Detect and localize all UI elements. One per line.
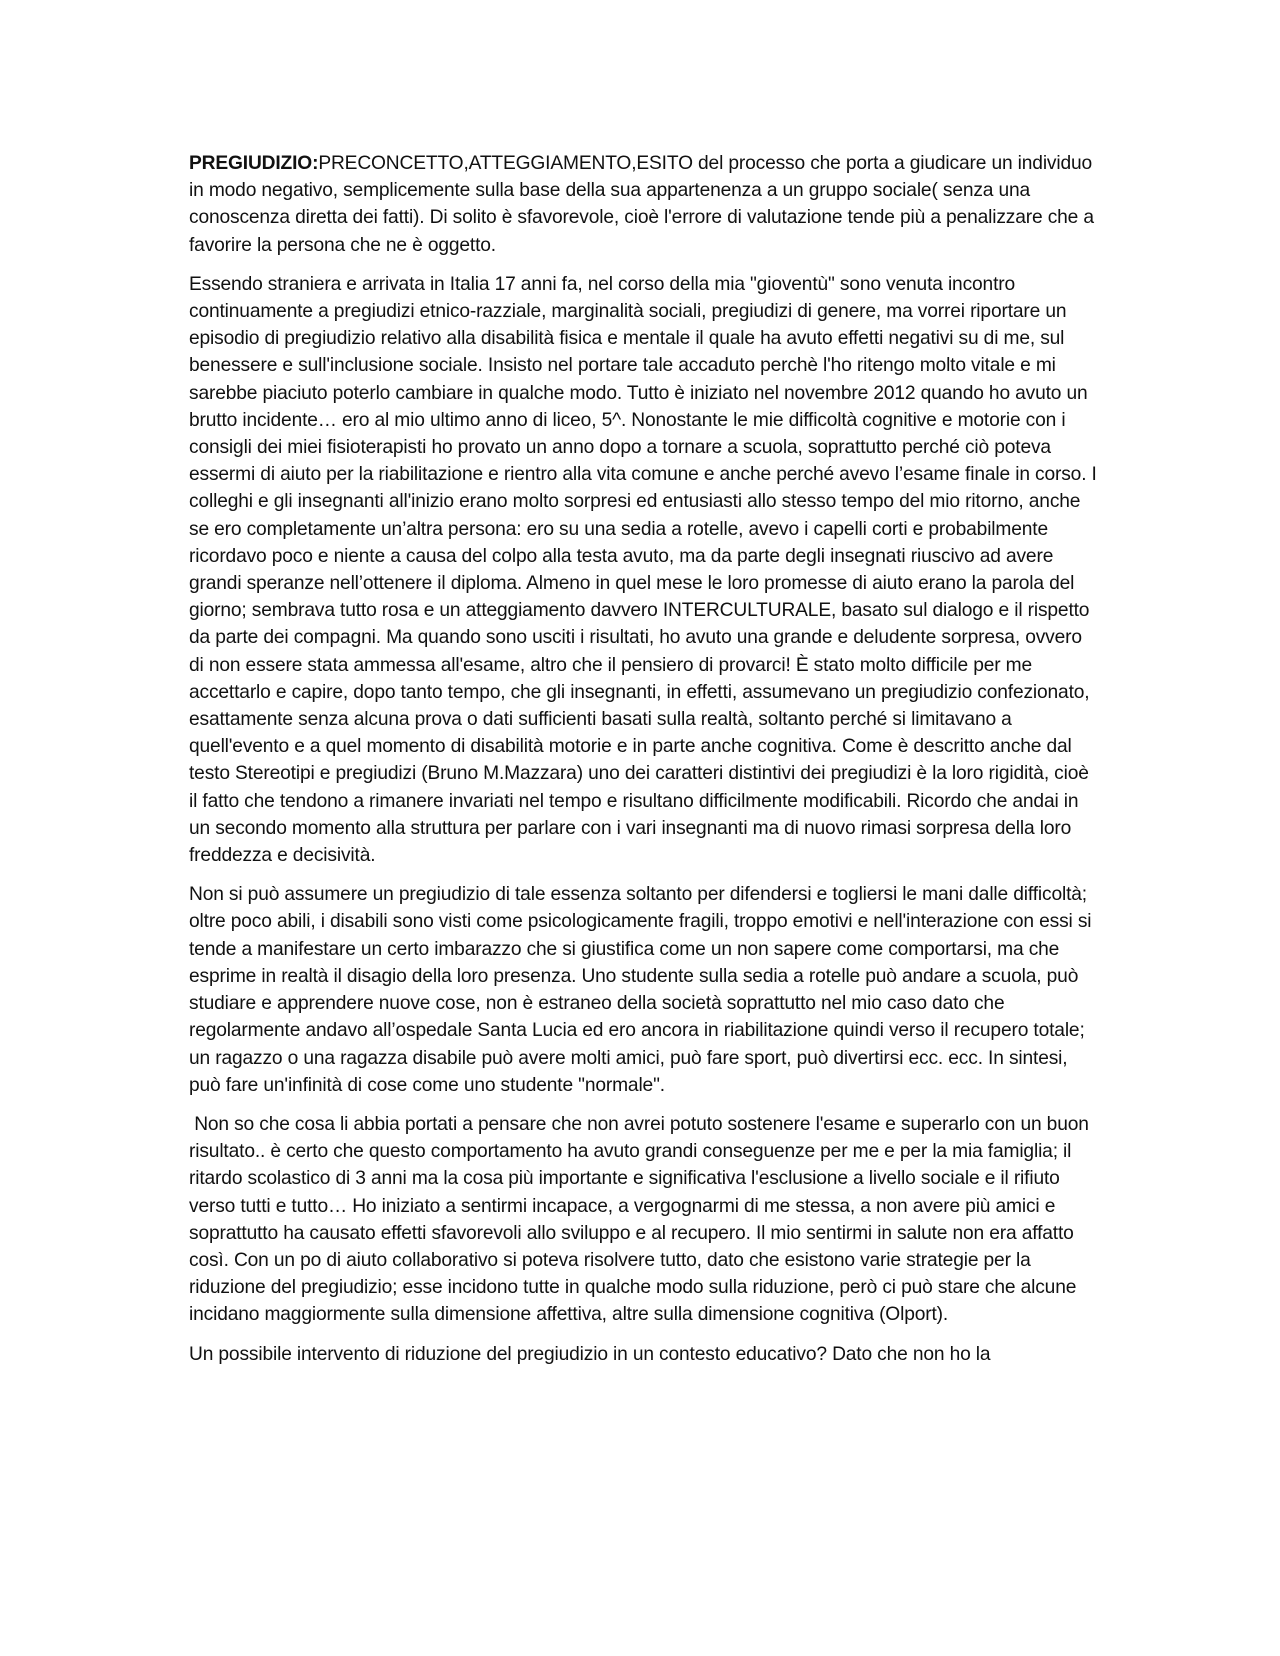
body-paragraph-1: Essendo straniera e arrivata in Italia 17 anni fa, nel corso della mia "gioventù" sono venuta incontro continuamente a pregiudizi etnico-razziale, marginalità sociali, pregiudizi di genere, ma vorrei riportare un episodio di pregiudizio relativo alla disabilità fisica e mentale il quale ha avuto effetti negativi su di me, sul benessere e sull'inclusione sociale. Insisto nel portare tale accaduto perchè l'ho ritengo molto vitale e mi sarebbe piaciuto poterlo cambiare in qualche modo. Tutto è iniziato nel novembre 2012 quando ho avuto un brutto incidente… ero al mio ultimo anno di liceo, 5^. Nonostante le mie difficoltà cognitive e motorie con i consigli dei miei fisioterapisti ho provato un anno dopo a tornare a scuola, soprattutto perché ciò poteva essermi di aiuto per la riabilitazione e rientro alla vita comune e anche perché avevo l’esame finale in corso. I colleghi e gli insegnanti all'inizio erano molto sorpresi ed entusiasti allo stesso tempo del mio ritorno, anche se ero completamente un’altra persona: ero su una sedia a rotelle, avevo i capelli corti e probabilmente ricordavo poco e niente a causa del colpo alla testa avuto, ma da parte degli insegnati riuscivo ad avere grandi speranze nell’ottenere il diploma. Almeno in quel mese le loro promesse di aiuto erano la parola del giorno; sembrava tutto rosa e un atteggiamento davvero INTERCULTURALE, basato sul dialogo e il rispetto da parte dei compagni. Ma quando sono usciti i risultati, ho avuto una grande e deludente sorpresa, ovvero di non essere stata ammessa all'esame, altro che il pensiero di provarci! È stato molto difficile per me accettarlo e capire, dopo tanto tempo, che gli insegnanti, in effetti, assumevano un pregiudizio confezionato, esattamente senza alcuna prova o dati sufficienti basati sulla realtà, soltanto perché si limitavano a quell'evento e a quel momento di disabilità motorie e in parte anche cognitiva. Come è descritto anche dal testo Stereotipi e pregiudizi (Bruno M.Mazzara) uno dei caratteri distintivi dei pregiudizi è la loro rigidità, cioè il fatto che tendono a rimanere invariati nel tempo e risultano difficilmente modificabili. Ricordo che andai in un secondo momento alla struttura per parlare con i vari insegnanti ma di nuovo rimasi sorpresa della loro freddezza e decisività. <box>189 273 1097 867</box>
body-paragraph-2: Non si può assumere un pregiudizio di tale essenza soltanto per difendersi e togliersi le mani dalle difficoltà; oltre poco abili, i disabili sono visti come psicologicamente fragili, troppo emotivi e nell'interazione con essi si tende a manifestare un certo imbarazzo che si giustifica come un non sapere come comportarsi, ma che esprime in realtà il disagio della loro presenza. Uno studente sulla sedia a rotelle può andare a scuola, può studiare e apprendere nuove cose, non è estraneo della società soprattutto nel mio caso dato che regolarmente andavo all’ospedale Santa Lucia ed ero ancora in riabilitazione quindi verso il recupero totale; un ragazzo o una ragazza disabile può avere molti amici, può fare sport, può divertirsi ecc. ecc. In sintesi, può fare un'infinità di cose come uno studente "normale". <box>189 884 1092 1096</box>
document-body <box>189 150 1097 1380</box>
intro-paragraph <box>189 150 1097 259</box>
body-paragraph-4: Un possibile intervento di riduzione del pregiudizio in un contesto educativo? Dato che non ho la <box>189 1343 991 1365</box>
body-paragraph-3: Non so che cosa li abbia portati a pensare che non avrei potuto sostenere l'esame e superarlo con un buon risultato.. è certo che questo comportamento ha avuto grandi conseguenze per me e per la mia famiglia; il ritardo scolastico di 3 anni ma la cosa più importante e significativa l'esclusione a livello sociale e il rifiuto verso tutti e tutto… Ho iniziato a sentirmi incapace, a vergognarmi di me stessa, a non avere più amici e soprattutto ha causato effetti sfavorevoli allo sviluppo e al recupero. Il mio sentirmi in salute non era affatto così. Con un po di aiuto collaborativo si poteva risolvere tutto, dato che esistono varie strategie per la riduzione del pregiudizio; esse incidono tutte in qualche modo sulla riduzione, però ci può stare che alcune incidano maggiormente sulla dimensione affettiva, altre sulla dimensione cognitiva (Olport). <box>189 1113 1094 1326</box>
intro-term: PREGIUDIZIO: <box>189 153 319 174</box>
intro-text: PRECONCETTO,ATTEGGIAMENTO,ESITO del processo che porta a giudicare un individuo in modo negativo, semplicemente sulla base della sua appartenenza a un gruppo sociale( senza una conoscenza diretta dei fatti). Di solito è sfavorevole, cioè l'errore di valutazione tende più a penalizzare che a favorire la persona che ne è oggetto. <box>189 153 1094 256</box>
